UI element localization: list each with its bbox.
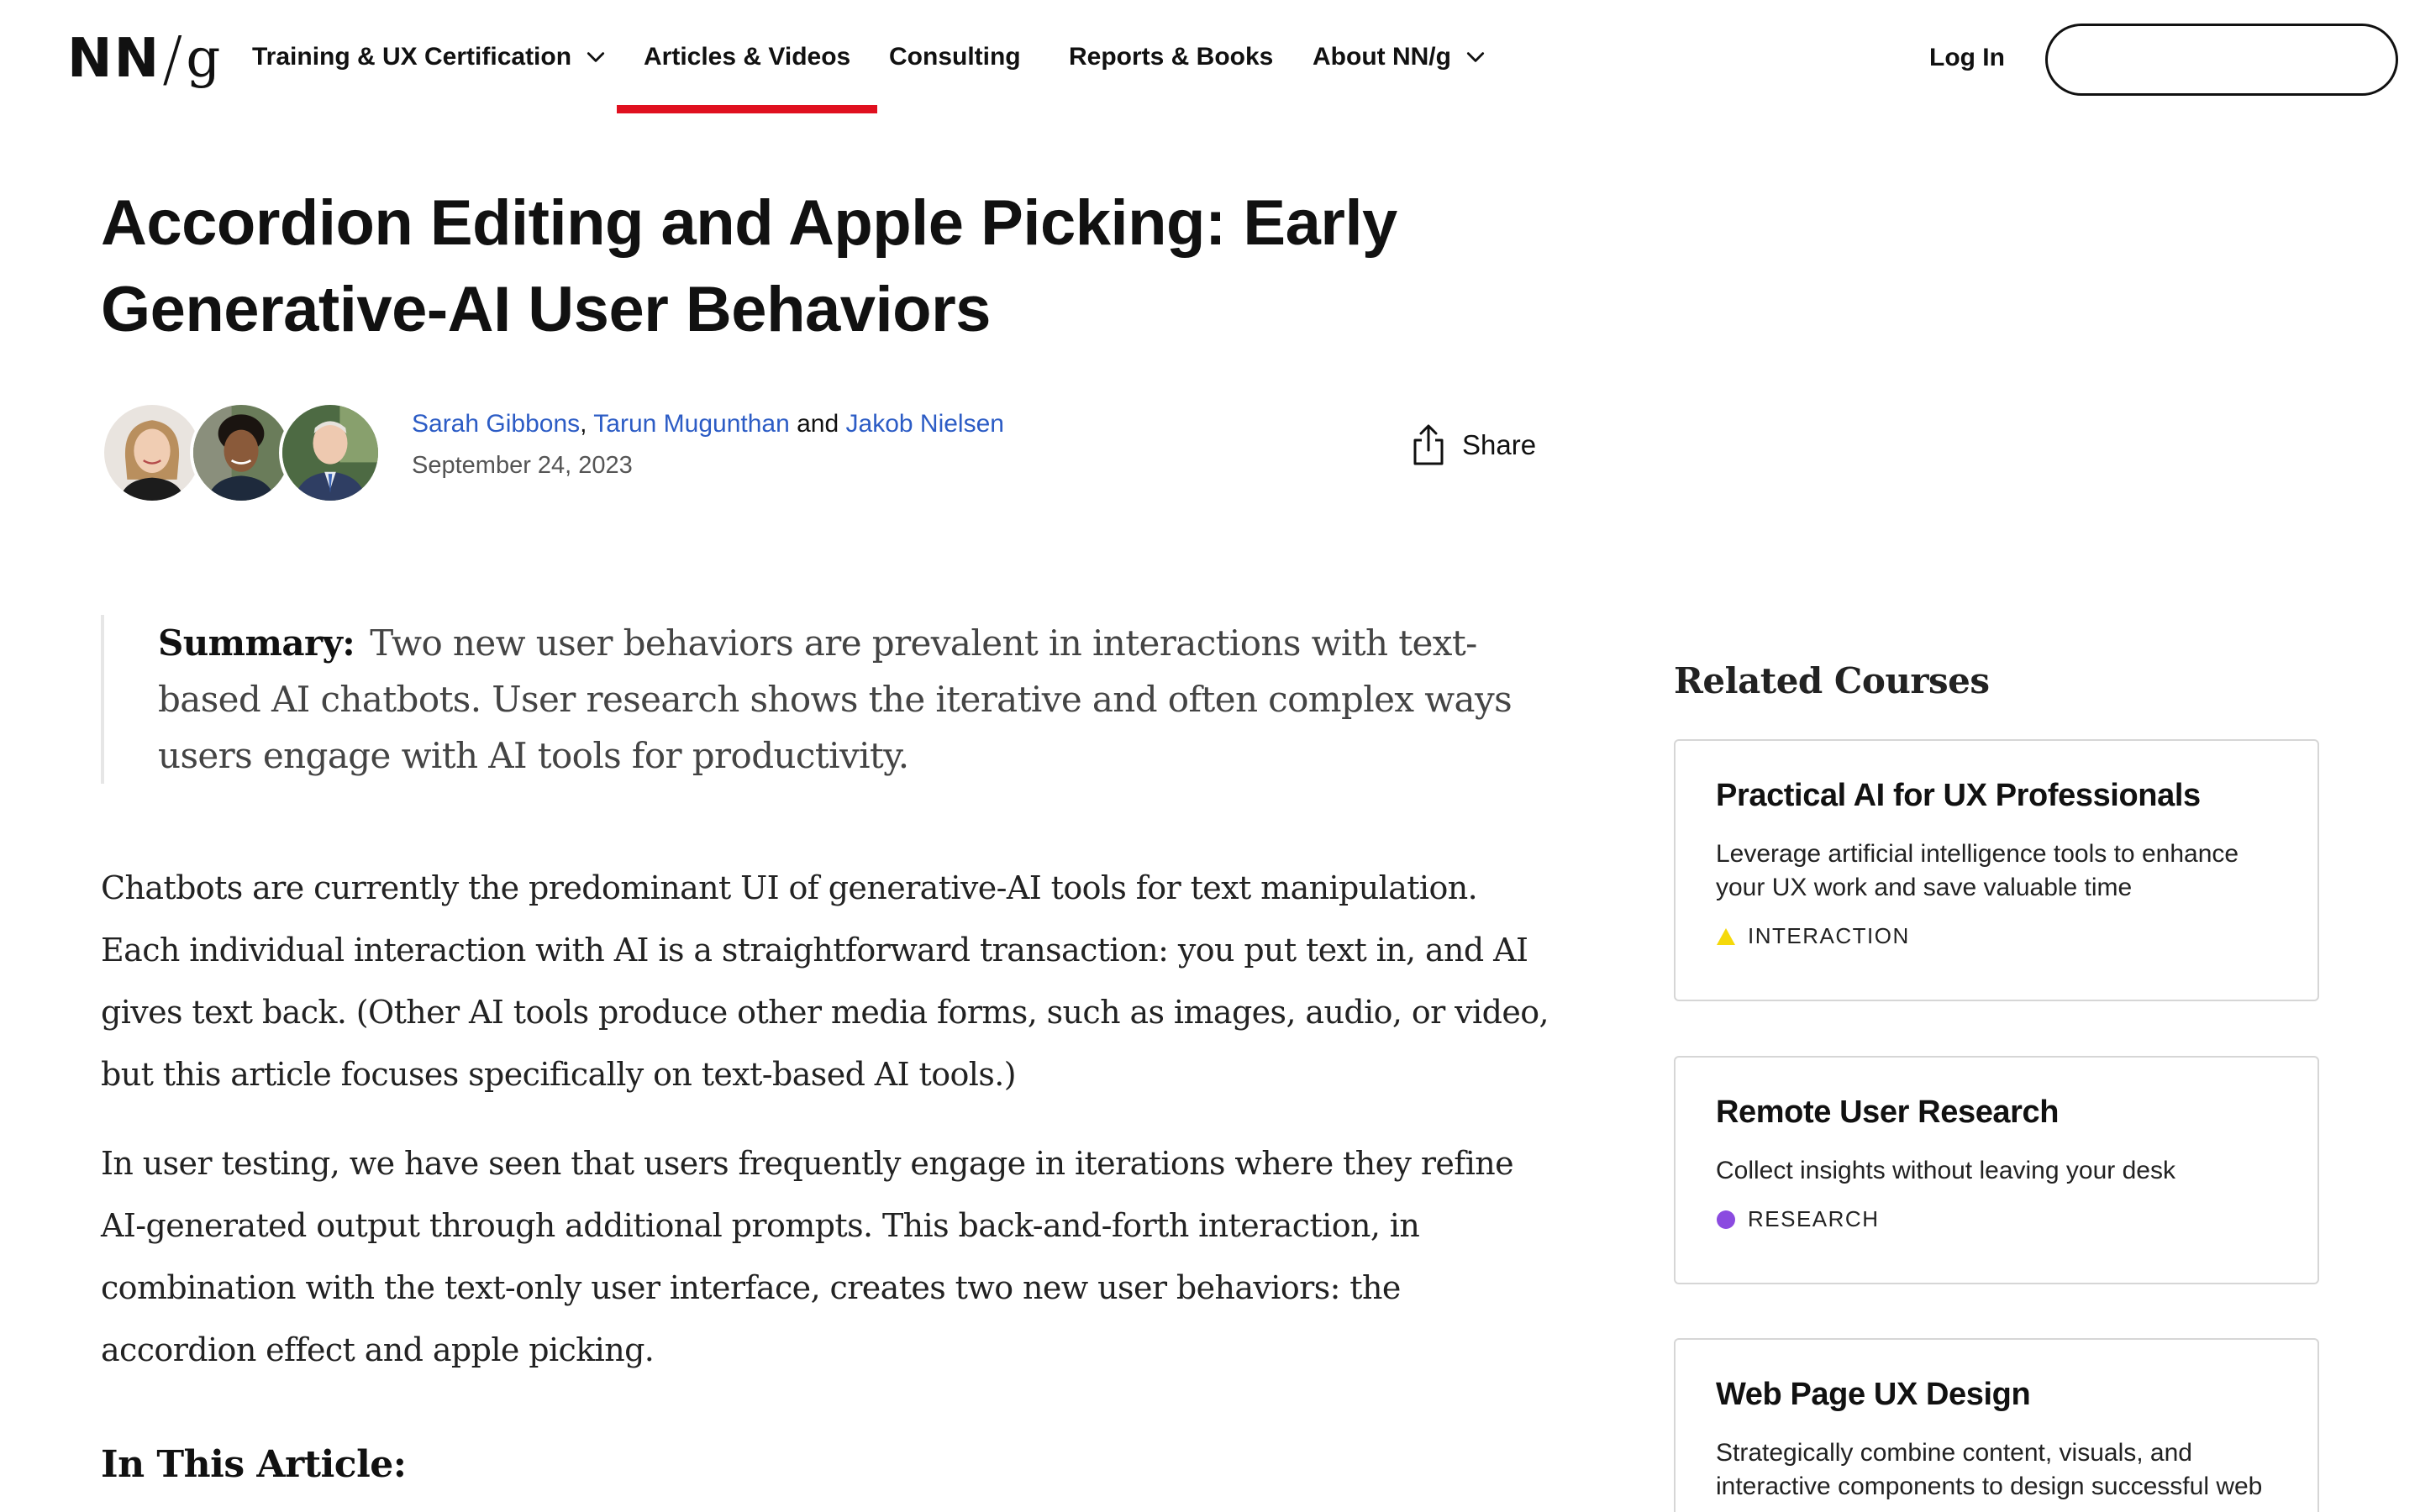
course-description: Leverage artificial intelligence tools to enhance your UX work and save valuable time [1716,840,2239,901]
author-link-sarah-gibbons[interactable]: Sarah Gibbons [412,410,581,438]
course-card-remote-user-research[interactable] [1674,1056,2319,1284]
avatar-photo [282,405,378,501]
article-summary [101,615,1546,784]
avatar-jakob-nielsen[interactable] [279,402,381,504]
author-row [101,398,1546,507]
author-avatars [101,398,387,507]
related-courses-heading: Related Courses [1674,660,1990,701]
share-button[interactable] [1410,420,1536,470]
nng-logo[interactable] [67,25,222,92]
course-tag-label: INTERACTION [1748,923,1910,948]
nav-label: Training & UX Certification [252,42,572,71]
nav-consulting[interactable] [889,0,1021,113]
login-link[interactable]: Log In [1929,44,2005,71]
nav-training-certification[interactable] [252,0,607,113]
byline [412,410,1004,438]
avatar-photo [104,405,200,501]
share-icon [1410,423,1447,467]
nav-label: Reports & Books [1069,42,1274,71]
summary-text: Two new user behaviors are prevalent in interactions with text-based AI chatbots. User research shows the iterative and often complex ways users engage with AI tools for productivity. [158,622,1512,776]
course-description: Collect insights without leaving your desk [1716,1157,2175,1184]
chevron-down-icon [1465,46,1486,68]
nav-label: About NN/g [1313,42,1451,71]
course-tag [1716,923,2275,949]
nav-about-nng[interactable] [1313,0,1486,113]
logo-slash: / [162,24,185,94]
nav-articles-videos[interactable] [644,0,850,113]
logo-g: g [186,28,223,90]
author-link-jakob-nielsen[interactable]: Jakob Nielsen [845,410,1004,438]
summary-label: Summary: [158,622,355,664]
avatar-tarun-mugunthan[interactable] [190,402,292,504]
course-card-web-page-ux-design[interactable] [1674,1338,2319,1512]
search-input[interactable] [2078,34,2381,85]
avatar-photo [193,405,289,501]
search-box[interactable] [2045,24,2398,96]
body-paragraph: In user testing, we have seen that users frequently engage in iterations where they refine AI-generated output through additional prompts. This back-and-forth interaction, in combination with the text-only user interface, creates two new user behaviors: the accordion effect and apple picking. [101,1145,1514,1368]
author-separator: and [789,410,846,438]
nav-label: Articles & Videos [644,42,851,71]
chevron-down-icon [585,46,607,68]
logo-nn: NN [67,28,161,90]
course-title: Remote User Research [1716,1095,2060,1130]
article-body [101,857,1563,1408]
share-label: Share [1462,429,1537,460]
publish-date: September 24, 2023 [412,452,633,479]
avatar-sarah-gibbons[interactable] [101,402,203,504]
course-title: Practical AI for UX Professionals [1716,778,2201,813]
course-tag-label: RESEARCH [1748,1206,1880,1231]
triangle-icon [1716,927,1736,947]
toc-heading: In This Article: [101,1443,407,1486]
course-card-practical-ai[interactable] [1674,739,2319,1001]
body-paragraph: Chatbots are currently the predominant UI of generative-AI tools for text manipulation. Each individual interaction with AI is a straightforward transaction: you put text in, and AI gives text back. (Other AI tools produce other media forms, such as images, audio, or video, but this article focuses specifically on text-based AI tools.) [101,869,1549,1093]
article-title: Accordion Editing and Apple Picking: Early Generative-AI User Behaviors [101,187,1397,345]
author-link-tarun-mugunthan[interactable]: Tarun Mugunthan [593,410,790,438]
course-title: Web Page UX Design [1716,1377,2031,1412]
author-separator: , [580,410,594,438]
circle-icon [1716,1210,1736,1230]
nav-reports-books[interactable] [1069,0,1273,113]
course-tag [1716,1206,2275,1232]
nav-label: Consulting [889,42,1021,71]
course-description: Strategically combine content, visuals, and interactive components to design successful web [1716,1439,2263,1500]
site-header [0,0,2420,113]
